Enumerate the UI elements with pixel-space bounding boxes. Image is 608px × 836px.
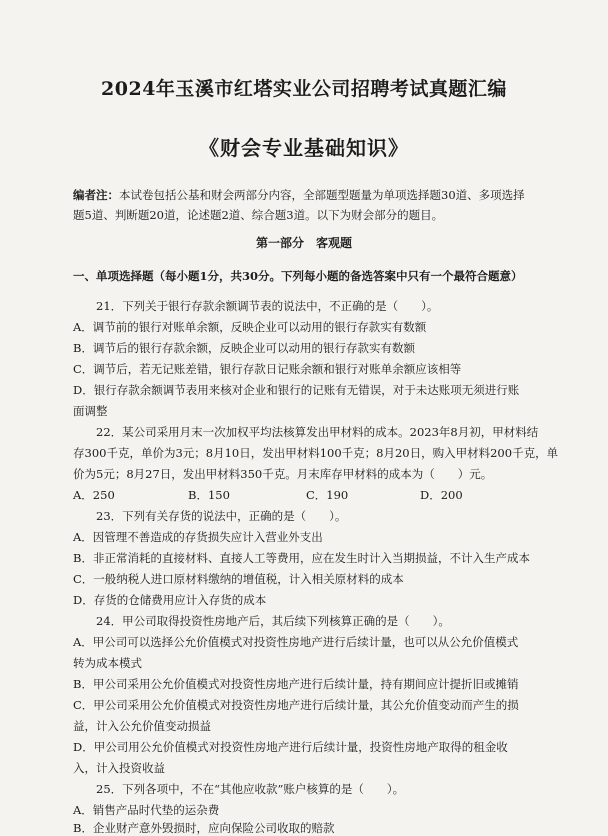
editor-note-line2: 题5道、判断题20道，论述题2道、综合题3道。以下为财会部分的题目。 [73, 208, 444, 222]
question-23-option-d: D．存货的仓储费用应计入存货的成本 [73, 593, 267, 607]
editor-note [73, 185, 543, 225]
part-heading: 第一部分 客观题 [255, 236, 352, 250]
question-22-option-a: A．250 [73, 488, 115, 502]
question-22-option-b: B．150 [188, 488, 230, 502]
question-24-option-c: C．甲公司采用公允价值模式对投资性房地产进行后续计量，其公允价值变动而产生的损 [73, 698, 519, 712]
editor-note-line1: 本试卷包括公基和财会两部分内容，全部题型题量为单项选择题30道、多项选择 [119, 188, 525, 202]
question-22-option-c: C．190 [306, 488, 349, 502]
question-23-option-c: C．一般纳税人进口原材料缴纳的增值税，计入相关原材料的成本 [73, 572, 404, 586]
question-24-option-a: A．甲公司可以选择公允价值模式对投资性房地产进行后续计量，也可以从公允价值模式 [73, 635, 519, 649]
question-24-option-c-cont: 益，计入公允价值变动损益 [73, 719, 211, 733]
question-21-option-b: B．调节后的银行存款余额，反映企业可以动用的银行存款实有数额 [73, 341, 415, 355]
question-25-stem: 25．下列各项中，不在“其他应收款”账户核算的是（ ）。 [96, 782, 405, 796]
question-21-option-c: C．调节后，若无记账差错，银行存款日记账余额和银行对账单余额应该相等 [73, 362, 462, 376]
question-25-option-b: B．企业财产意外毁损时，应向保险公司收取的赔款 [73, 821, 335, 835]
question-21-option-d: D．银行存款余额调节表用来核对企业和银行的记账有无错误，对于未达账项无须进行账 [73, 383, 520, 397]
document-subtitle: 《财会专业基础知识》 [199, 136, 409, 160]
question-22-stem-cont1: 存300千克，单价为3元；8月10日，发出甲材料100千克；8月20日，购入甲材料200千克，单 [73, 446, 559, 460]
question-24-option-a-cont: 转为成本模式 [73, 656, 142, 670]
question-24-option-d-cont: 入，计入投资收益 [73, 761, 165, 775]
question-24-option-d: D．甲公司用公允价值模式对投资性房地产进行后续计量，投资性房地产取得的租金收 [73, 740, 508, 754]
question-24-stem: 24．甲公司取得投资性房地产后，其后续下列核算正确的是（ ）。 [96, 614, 450, 628]
document-title: 2024年玉溪市红塔实业公司招聘考试真题汇编 [101, 78, 507, 100]
question-21-option-a: A．调节前的银行对账单余额，反映企业可以动用的银行存款实有数额 [73, 320, 427, 334]
question-21-stem: 21．下列关于银行存款余额调节表的说法中，不正确的是（ ）。 [96, 299, 439, 313]
question-23-stem: 23．下列有关存货的说法中，正确的是（ ）。 [96, 509, 347, 523]
question-22-stem: 22．某公司采用月末一次加权平均法核算发出甲材料的成本。2023年8月初，甲材料结 [96, 425, 539, 439]
question-22-stem-cont2: 价为5元；8月27日，发出甲材料350千克。月末库存甲材料的成本为（ ）元。 [73, 467, 493, 481]
section-heading: 一、单项选择题（每小题1分，共30分。下列每小题的备选答案中只有一个最符合题意） [73, 269, 523, 283]
question-23-option-a: A．因管理不善造成的存货损失应计入营业外支出 [73, 530, 323, 544]
question-21-option-d-cont: 面调整 [73, 404, 108, 418]
question-22-option-d: D．200 [420, 488, 463, 502]
question-23-option-b: B．非正常消耗的直接材料、直接人工等费用，应在发生时计入当期损益，不计入生产成本 [73, 551, 530, 565]
question-24-option-b: B．甲公司采用公允价值模式对投资性房地产进行后续计量，持有期间应计提折旧或摊销 [73, 677, 519, 691]
question-25-option-a: A．销售产品时代垫的运杂费 [73, 803, 220, 817]
editor-note-label: 编者注： [73, 188, 119, 202]
